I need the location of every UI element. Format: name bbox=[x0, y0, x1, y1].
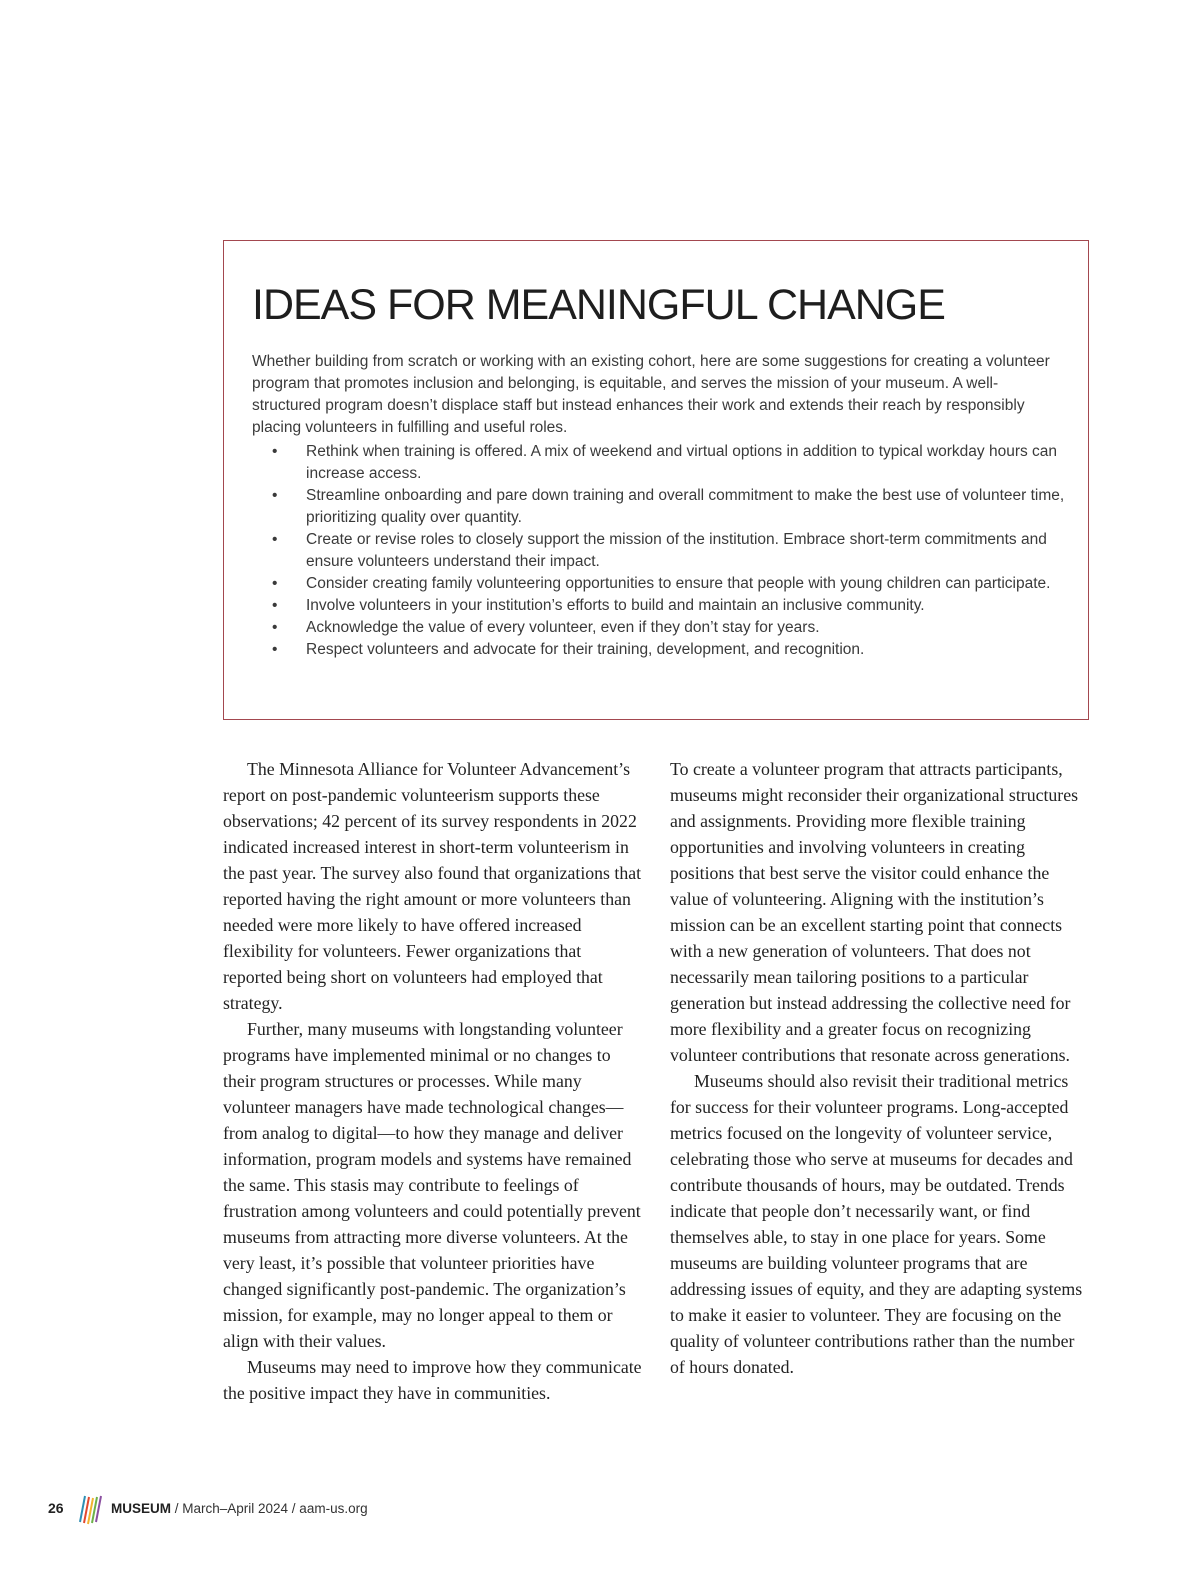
list-item bbox=[252, 441, 1082, 485]
article-right-column bbox=[670, 756, 1090, 1380]
sidebar-intro: Whether building from scratch or working with an existing cohort, here are some suggestions for creating a volunteer program that promotes inclusion and belonging, is equitable, and serves the mission of your museum. A well-structured program doesn’t displace staff but instead enhances their work and extends their reach by responsibly placing volunteers in fulfilling and useful roles. bbox=[252, 353, 1050, 436]
article-paragraph: The Minnesota Alliance for Volunteer Advancement’s report on post-pandemic volunteerism supports these observations; 42 percent of its survey respondents in 2022 indicated increased interest in short-term volunteerism in the past year. The survey also found that organizations that reported having the right amount or more volunteers than needed were more likely to have offered increased flexibility for volunteers. Fewer organizations that reported being short on volunteers had employed that strategy. bbox=[223, 759, 642, 1013]
list-item bbox=[252, 639, 1082, 661]
list-item-text: Respect volunteers and advocate for their training, development, and recognition. bbox=[306, 641, 865, 658]
list-item bbox=[252, 485, 1082, 529]
issue-info: / March–April 2024 / aam-us.org bbox=[171, 1501, 368, 1516]
article-paragraph: Museums should also revisit their traditional metrics for success for their volunteer programs. Long-accepted metrics focused on the longevity of volunteer service, celebrating those who serve at museums for decades and contribute thousands of hours, may be outdated. Trends indicate that people don’t necessarily want, or find themselves able, to stay in one place for years. Some museums are building volunteer programs that are addressing issues of equity, and they are adapting systems to make it easier to volunteer. They are focusing on the quality of volunteer contributions rather than the number of hours donated. bbox=[670, 1071, 1083, 1377]
list-item bbox=[252, 573, 1082, 595]
sidebar-title: IDEAS FOR MEANINGFUL CHANGE bbox=[252, 281, 945, 329]
bullet-icon: • bbox=[272, 443, 278, 460]
bullet-icon: • bbox=[272, 619, 278, 636]
article-paragraph: Further, many museums with longstanding volunteer programs have implemented minimal or no changes to their program structures or processes. While many volunteer managers have made technological changes—from analog to digital—to how they manage and deliver information, program models and systems have remained the same. This stasis may contribute to feelings of frustration among volunteers and could potentially prevent museums from attracting more diverse volunteers. At the very least, it’s possible that volunteer priorities have changed significantly post-pandemic. The organization’s mission, for example, may no longer appeal to them or align with their values. bbox=[223, 1019, 641, 1351]
aam-stripes-logo-icon bbox=[76, 1492, 102, 1526]
article-paragraph: To create a volunteer program that attracts participants, museums might reconsider their organizational structures and assignments. Providing more flexible training opportunities and involving volunteers in creating positions that best serve the visitor could enhance the value of volunteering. Aligning with the institution’s mission can be an excellent starting point that connects with a new generation of volunteers. That does not necessarily mean tailoring positions to a particular generation but instead addressing the collective need for more flexibility and a greater focus on recognizing volunteer contributions that resonate across generations. bbox=[670, 759, 1079, 1065]
list-item-text: Acknowledge the value of every volunteer, even if they don’t stay for years. bbox=[306, 619, 820, 636]
bullet-icon: • bbox=[272, 597, 278, 614]
list-item-text: Consider creating family volunteering opportunities to ensure that people with young children can participate. bbox=[306, 575, 1051, 592]
list-item-text: Streamline onboarding and pare down training and overall commitment to make the best use of volunteer time, prioritizing quality over quantity. bbox=[306, 487, 1065, 526]
publication-name: MUSEUM bbox=[111, 1501, 171, 1516]
bullet-icon: • bbox=[272, 487, 278, 504]
list-item bbox=[252, 617, 1082, 639]
bullet-icon: • bbox=[272, 641, 278, 658]
sidebar-bullet-list bbox=[252, 441, 1082, 661]
list-item-text: Rethink when training is offered. A mix of weekend and virtual options in addition to typical workday hours can increase access. bbox=[306, 443, 1058, 482]
list-item-text: Involve volunteers in your institution’s efforts to build and maintain an inclusive community. bbox=[306, 597, 925, 614]
list-item-text: Create or revise roles to closely support the mission of the institution. Embrace short-term commitments and ensure volunteers understand their impact. bbox=[306, 531, 1047, 570]
article-paragraph: Museums may need to improve how they communicate the positive impact they have in communities. bbox=[223, 1357, 642, 1403]
bullet-icon: • bbox=[272, 531, 278, 548]
list-item bbox=[252, 529, 1082, 573]
sidebar-box bbox=[223, 240, 1089, 720]
article-left-column bbox=[223, 756, 643, 1406]
footer-publication-line bbox=[111, 1501, 368, 1516]
list-item bbox=[252, 595, 1082, 617]
bullet-icon: • bbox=[272, 575, 278, 592]
page-number: 26 bbox=[48, 1500, 64, 1516]
